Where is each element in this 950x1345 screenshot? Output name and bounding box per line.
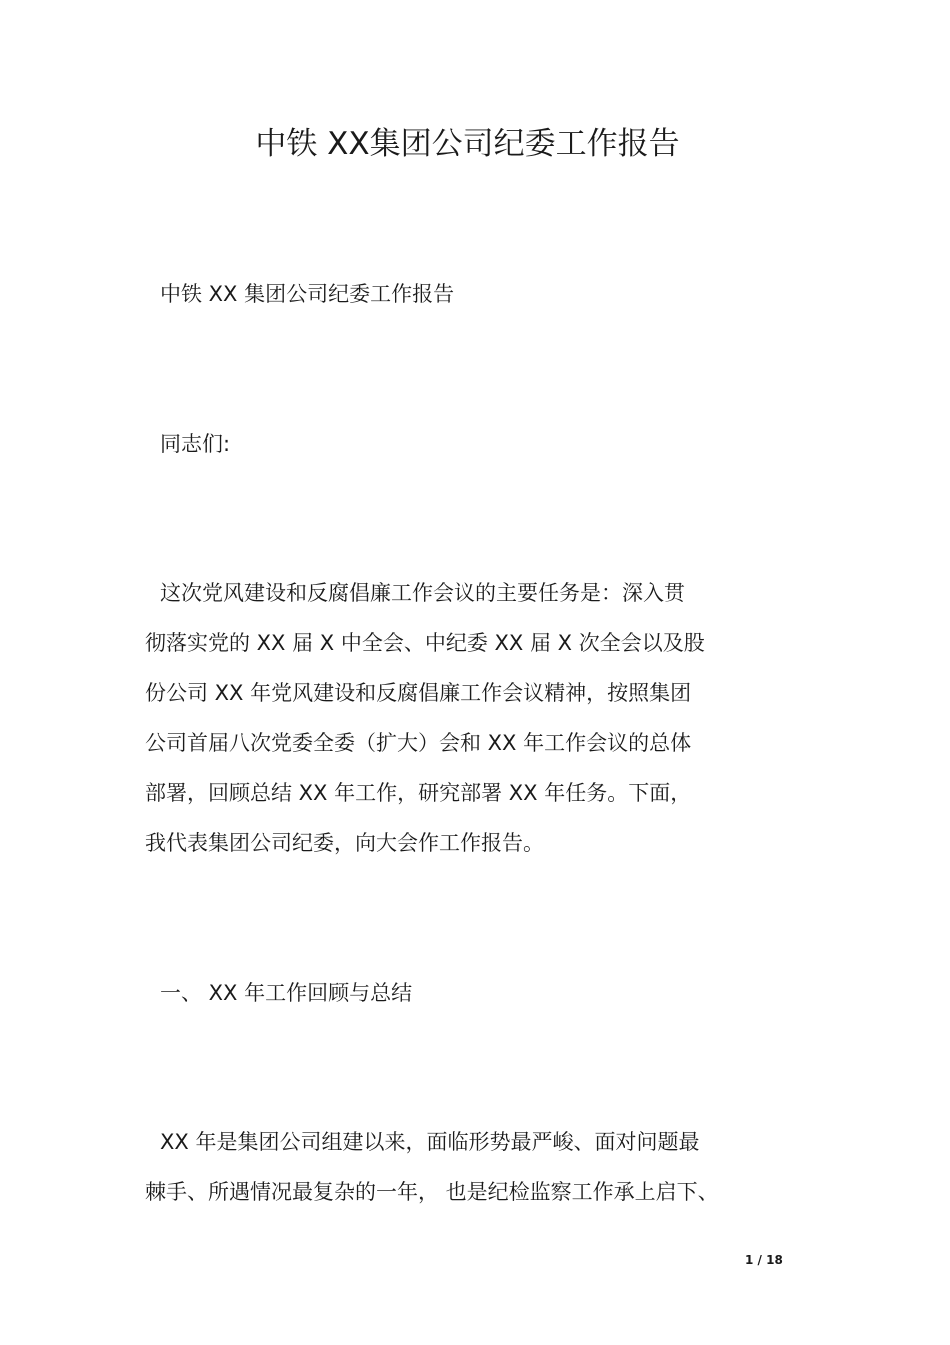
intro-line-5: 部署，回顾总结 XX 年工作，研究部署 XX 年任务。下面， bbox=[145, 781, 692, 805]
salutation: 同志们: bbox=[160, 432, 231, 456]
intro-line-4: 公司首届八次党委全委（扩大）会和 XX 年工作会议的总体 bbox=[145, 731, 692, 755]
intro-line-3: 份公司 XX 年党风建设和反腐倡廉工作会议精神，按照集团 bbox=[145, 681, 692, 705]
page-number: 1 / 18 bbox=[745, 1253, 783, 1267]
intro-line-2: 彻落实党的 XX 届 X 中全会、中纪委 XX 届 X 次全会以及股 bbox=[145, 631, 705, 655]
document-title: 中铁 XX集团公司纪委工作报告 bbox=[255, 126, 680, 162]
section-line-1: XX 年是集团公司组建以来，面临形势最严峻、面对问题最 bbox=[160, 1130, 700, 1154]
document-subtitle: 中铁 XX 集团公司纪委工作报告 bbox=[160, 282, 455, 306]
section-heading: 一、 XX 年工作回顾与总结 bbox=[160, 981, 413, 1005]
section-line-2: 棘手、所遇情况最复杂的一年， 也是纪检监察工作承上启下、 bbox=[145, 1180, 719, 1204]
intro-line-6: 我代表集团公司纪委，向大会作工作报告。 bbox=[145, 831, 544, 855]
intro-line-1: 这次党风建设和反腐倡廉工作会议的主要任务是：深入贯 bbox=[160, 581, 685, 605]
